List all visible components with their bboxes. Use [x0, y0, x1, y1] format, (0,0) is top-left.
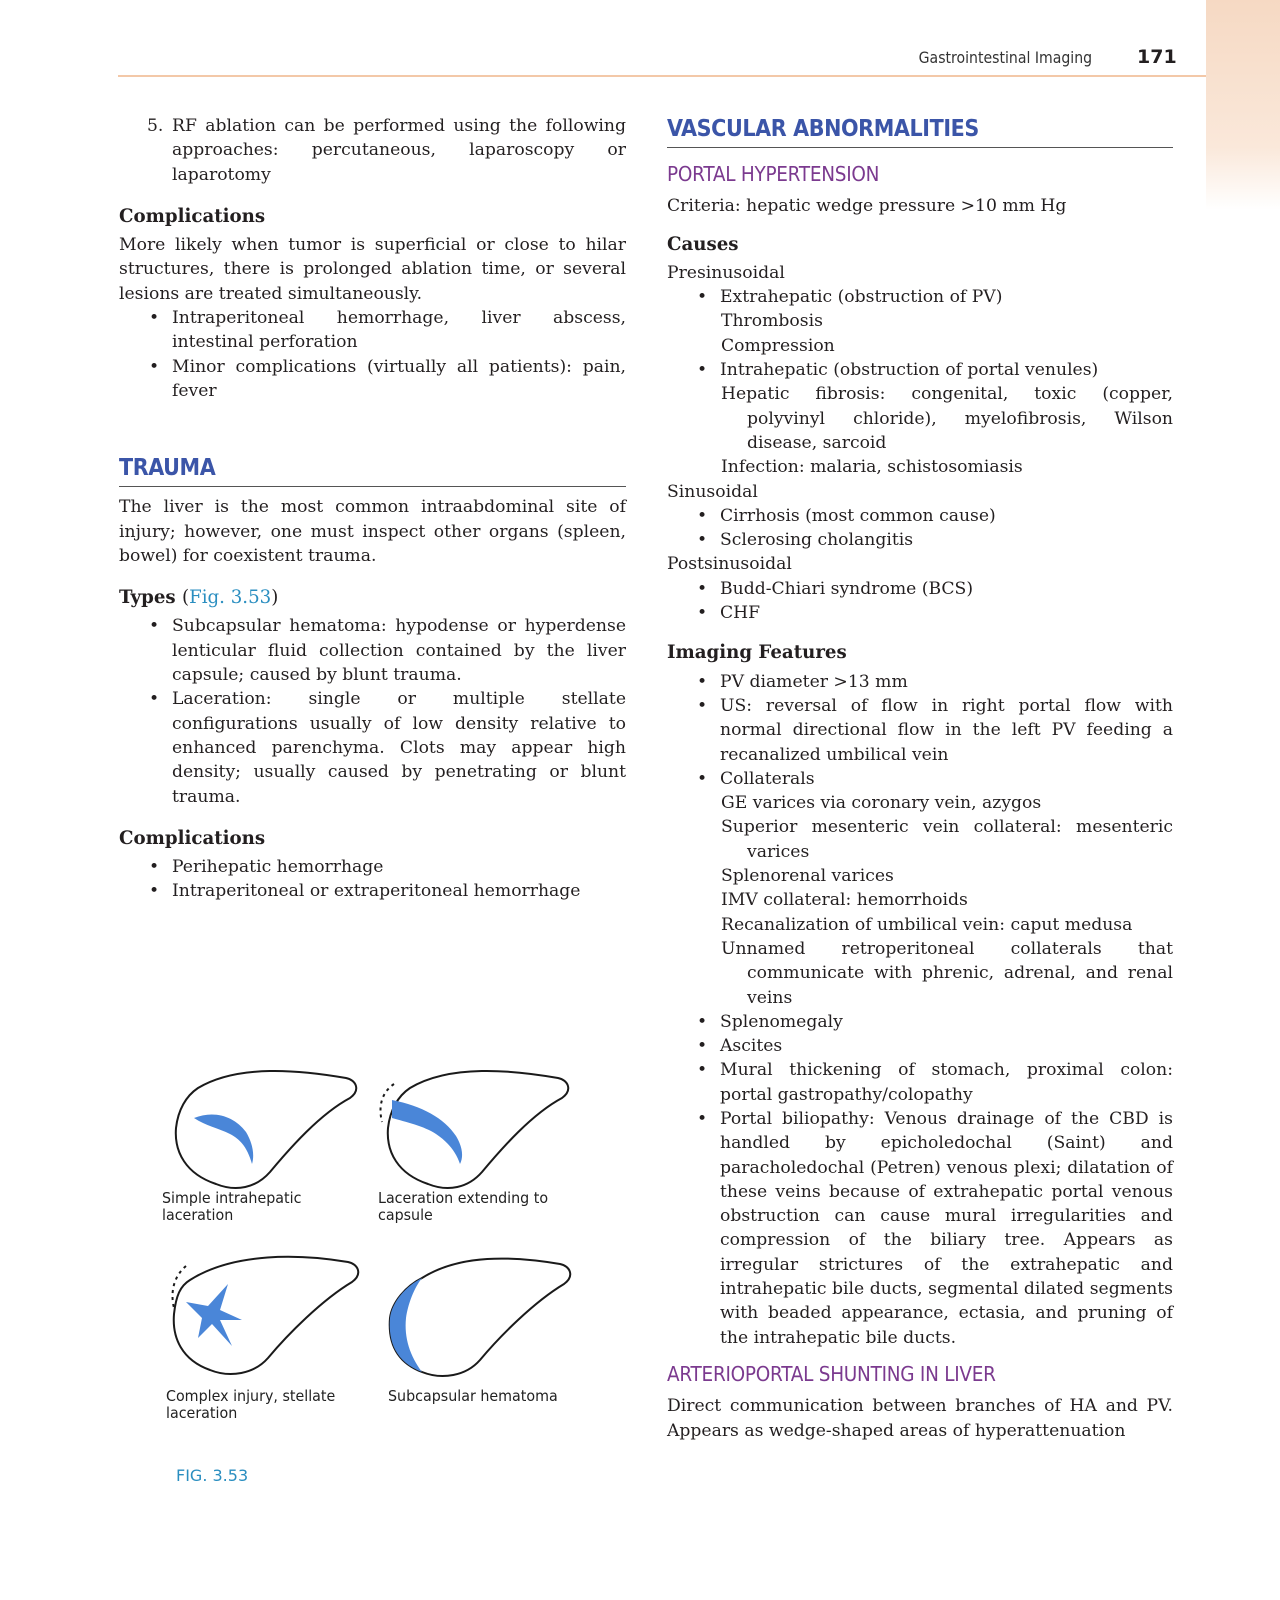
complications-heading: Complications: [119, 205, 266, 227]
arterioportal-paragraph: Direct communication between branches of HA and PV. Appears as wedge-shaped areas of hyperattenuation: [667, 1396, 1173, 1441]
liver-diagram-capsule: [381, 1071, 569, 1188]
category-presinusoidal: Presinusoidal: [667, 262, 785, 283]
right-column: [667, 114, 1173, 1443]
list-item: • Sclerosing cholangitis: [667, 528, 1173, 552]
chapter-tab: [1206, 0, 1280, 210]
presinusoidal-list-2: [667, 358, 1173, 382]
left-column: [119, 114, 626, 904]
list-item: • Intraperitoneal or extraperitoneal hemorrhage: [119, 879, 626, 903]
list-item: • Collaterals: [667, 767, 1173, 791]
liver-outline: [388, 1071, 568, 1188]
complications-paragraph: More likely when tumor is superficial or close to hilar structures, there is prolonged ablation time, or several lesions are treated simultaneously.: [119, 235, 626, 304]
trauma-paragraph: The liver is the most common intraabdominal site of injury; however, one must inspect other organs (spleen, bowel) for coexistent trauma.: [119, 497, 626, 566]
category-postsinusoidal: Postsinusoidal: [667, 554, 792, 575]
sub-item: Splenorenal varices: [721, 866, 894, 887]
complications-heading: Complications: [119, 827, 266, 849]
types-heading: [119, 586, 626, 610]
types-open-paren: (: [181, 587, 190, 609]
figure-caption-simple: Simple intrahepatic laceration: [162, 1189, 302, 1224]
sub-item: Hepatic fibrosis: congenital, toxic (copper, polyvinyl chloride), myelofibrosis, Wilson disease, sarcoid: [721, 384, 1173, 453]
list-item-text: RF ablation can be performed using the following approaches: percutaneous, laparoscopy or laparotomy: [172, 116, 626, 185]
figure-liver-trauma: [160, 1056, 600, 1476]
liver-diagram-simple: [176, 1071, 356, 1188]
list-item-5: [119, 114, 626, 187]
sub-item: Recanalization of umbilical vein: caput medusa: [721, 914, 1133, 935]
sub-item: Compression: [721, 335, 835, 356]
list-item: • Budd-Chiari syndrome (BCS): [667, 577, 1173, 601]
complications-list: [119, 306, 626, 403]
list-item: • Minor complications (virtually all patients): pain, fever: [119, 355, 626, 404]
laceration-shape: [392, 1100, 462, 1164]
list-item: • Intrahepatic (obstruction of portal venules): [667, 358, 1173, 382]
sub-item: Thrombosis: [721, 311, 823, 332]
sub-item: Unnamed retroperitoneal collaterals that communicate with phrenic, adrenal, and renal veins: [721, 938, 1173, 1008]
list-item: • Cirrhosis (most common cause): [667, 504, 1173, 528]
presinusoidal-list: [667, 285, 1173, 309]
causes-heading: Causes: [667, 233, 739, 255]
category-sinusoidal: Sinusoidal: [667, 481, 758, 502]
list-item: • Mural thickening of stomach, proximal colon: portal gastropathy/colopathy: [667, 1058, 1173, 1107]
postsinusoidal-list: [667, 577, 1173, 626]
section-title-trauma: TRAUMA: [119, 453, 626, 487]
list-item: • Perihepatic hemorrhage: [119, 855, 626, 879]
liver-diagram-subcapsular: [390, 1259, 571, 1376]
subsection-title-portal-hypertension: PORTAL HYPERTENSION: [667, 162, 880, 186]
list-item: • Splenomegaly: [667, 1010, 1173, 1034]
figure-caption-subcapsular: Subcapsular hematoma: [388, 1387, 558, 1405]
figure-caption-complex: Complex injury, stellate laceration: [166, 1387, 336, 1422]
laceration-shape: [194, 1114, 253, 1164]
stellate-laceration-shape: [186, 1284, 242, 1346]
sub-item: GE varices via coronary vein, azygos: [721, 793, 1042, 814]
capsule-disruption-line: [173, 1266, 187, 1308]
liver-outline: [390, 1259, 571, 1376]
types-list: [119, 614, 626, 808]
list-item: • Portal biliopathy: Venous drainage of the CBD is handled by epicholedochal (Saint) and paracholedochal (Petren) venous plexi; dilatation of these veins because of extrahepatic portal venous obstruction can cause mural irregularities and compression of the biliary tree. Appears as irregular strictures of the extrahepatic and intrahepatic bile ducts, segmental dilated segments with beaded appearance, ectasia, and pruning of the intrahepatic bile ducts.: [667, 1107, 1173, 1350]
figure-reference-link[interactable]: Fig. 3.53: [189, 587, 272, 609]
list-item: • CHF: [667, 601, 1173, 625]
list-item: • US: reversal of flow in right portal flow with normal directional flow in the left PV feeding a recanalized umbilical vein: [667, 694, 1173, 767]
list-item: • Intraperitoneal hemorrhage, liver abscess, intestinal perforation: [119, 306, 626, 355]
sub-item: IMV collateral: hemorrhoids: [721, 890, 968, 911]
imaging-features-list-2: [667, 1010, 1173, 1350]
liver-diagram-complex: [173, 1257, 359, 1374]
running-head: Gastrointestinal Imaging: [918, 48, 1092, 67]
list-number: 5.: [147, 116, 164, 136]
types-title: Types: [119, 587, 176, 609]
criteria-text: Criteria: hepatic wedge pressure >10 mm Hg: [667, 196, 1067, 217]
list-item: • Ascites: [667, 1034, 1173, 1058]
sub-item: Superior mesenteric vein collateral: mesenteric varices: [721, 817, 1173, 862]
complications-list: [119, 855, 626, 904]
list-item: • Laceration: single or multiple stellate configurations usually of low density relative to enhanced parenchyma. Clots may appear high density; usually caused by penetrating or blunt trauma.: [119, 687, 626, 808]
figure-label: FIG. 3.53: [176, 1466, 249, 1485]
types-close-paren: ): [271, 587, 279, 609]
capsule-disruption-line: [381, 1084, 395, 1122]
page-number: 171: [1137, 46, 1177, 68]
imaging-features-list: [667, 670, 1173, 791]
sub-item: Infection: malaria, schistosomiasis: [721, 457, 1023, 478]
hematoma-shape: [390, 1278, 422, 1372]
list-item: • Subcapsular hematoma: hypodense or hyperdense lenticular fluid collection contained by the liver capsule; caused by blunt trauma.: [119, 614, 626, 687]
header-rule: [118, 75, 1206, 77]
sinusoidal-list: [667, 504, 1173, 553]
section-title-vascular: VASCULAR ABNORMALITIES: [667, 114, 1173, 148]
list-item: • PV diameter >13 mm: [667, 670, 1173, 694]
figure-caption-capsule: Laceration extending to capsule: [378, 1189, 549, 1224]
list-item: • Extrahepatic (obstruction of PV): [667, 285, 1173, 309]
liver-outline: [176, 1071, 356, 1188]
imaging-features-heading: Imaging Features: [667, 642, 847, 664]
subsection-title-arterioportal: ARTERIOPORTAL SHUNTING IN LIVER: [667, 1361, 996, 1386]
